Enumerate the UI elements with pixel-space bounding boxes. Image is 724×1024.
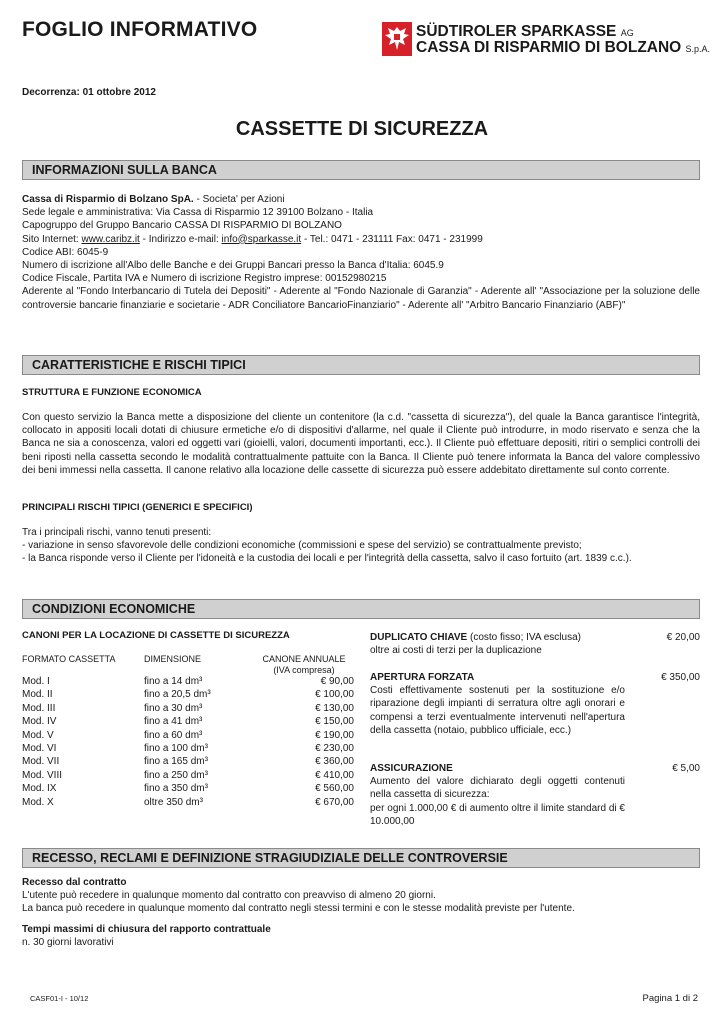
email-link[interactable]: info@sparkasse.it	[221, 233, 302, 245]
fee-cell-formato: Mod. I	[22, 676, 50, 687]
duplicate-key-item: DUPLICATO CHIAVE (costo fisso; IVA esclusa) oltre ai costi di terzi per la duplicazione € 20,00	[370, 632, 700, 657]
logo-line-2: CASSA DI RISPARMIO DI BOLZANO S.p.A.	[416, 39, 711, 56]
risk-item: - variazione in senso sfavorevole delle condizioni economiche (commissioni e spese del servizio) se contrattualmente previsto;	[22, 540, 582, 552]
fee-cell-canone: € 360,00	[315, 756, 354, 768]
fee-row	[22, 743, 354, 756]
fee-cell-canone: € 410,00	[315, 769, 354, 781]
fee-cell-canone: € 670,00	[315, 796, 354, 808]
fees-table-heading: CANONI PER LA LOCAZIONE DI CASSETTE DI SICUREZZA	[22, 630, 290, 641]
fee-row	[22, 676, 354, 689]
fee-row	[22, 689, 354, 702]
insurance-item: ASSICURAZIONE Aumento del valore dichiarato degli oggetti contenuti nella cassetta di sicurezza: per ogni 1.000,00 € di aumento oltre il limite standard di € 10.000,00 € 5,00	[370, 763, 700, 827]
fee-cell-canone: € 230,00	[315, 742, 354, 754]
fee-row	[22, 770, 354, 783]
fee-cell-formato: Mod. III	[22, 702, 56, 714]
fee-cell-formato: Mod. V	[22, 729, 54, 741]
website-link[interactable]: www.caribz.it	[81, 233, 140, 245]
fee-cell-canone: € 560,00	[315, 783, 354, 795]
fee-cell-dimensione: fino a 165 dm³	[144, 756, 208, 768]
logo-line-1: SÜDTIROLER SPARKASSE AG	[416, 23, 634, 40]
main-title: CASSETTE DI SICUREZZA	[235, 118, 489, 140]
forced-opening-item: APERTURA FORZATA Costi effettivamente sostenuti per la sostituzione e/o riparazione degli impianti di serratura oltre agli onorari e compensi a terzi eventualmente intervenuti nell'apertura della cassetta (notaio, pubblico ufficiale, ecc.) € 350,00	[370, 672, 700, 736]
section-withdrawal: RECESSO, RECLAMI E DEFINIZIONE STRAGIUDIZIALE DELLE CONTROVERSIE	[22, 848, 700, 868]
fee-cell-dimensione: fino a 14 dm³	[144, 676, 203, 687]
eagle-shield-icon	[382, 22, 412, 56]
document-title: FOGLIO INFORMATIVO	[22, 18, 258, 41]
principal-risks-heading: PRINCIPALI RISCHI TIPICI (GENERICI E SPECIFICI)	[22, 502, 253, 513]
section-risks: CARATTERISTICHE E RISCHI TIPICI	[22, 355, 700, 375]
structure-text: Con questo servizio la Banca mette a disposizione del cliente un contenitore (la c.d. "cassetta di sicurezza"), del quale la Banca garantisce l'integrità, collocato in appositi locali dotati di chiusure ermetiche e/o di dispositivi d'allarme, nel quale il Cliente può introdurre, in modo riservato e senza che la Banca ne sia a conoscenza, valori ed oggetti vari (gioielli, valori, documenti importanti, ecc.). Il Cliente può effettuare depositi, ritiri o semplici controlli dei beni riposti nella cassetta secondo le modalità contrattualmente pattuite con la Banca. Il Cliente può tenere informata la Banca del valore complessivo dei beni immessi nella cassetta. Il canone relativo alla locazione delle cassette di sicurezza può essere addebitato direttamente sul conto corrente.	[22, 412, 700, 476]
fee-cell-formato: Mod. VI	[22, 742, 57, 754]
fee-cell-formato: Mod. X	[22, 796, 54, 808]
fee-cell-canone: € 130,00	[315, 702, 354, 714]
fee-row	[22, 730, 354, 743]
fee-cell-formato: Mod. VIII	[22, 769, 63, 781]
risk-item: - la Banca risponde verso il Cliente per l'idoneità e la custodia dei locali e per l'integrità della cassetta, salvo il caso fortuito (art. 1839 c.c.).	[22, 553, 632, 565]
risks-list: Tra i principali rischi, vanno tenuti presenti: - variazione in senso sfavorevole delle condizioni economiche (commissioni e spese del servizio) se contrattualmente previsto; - la Banca risponde verso il Cliente per l'idoneità e la custodia dei locali e per l'integrità della cassetta, salvo il caso fortuito (art. 1839 c.c.).	[22, 526, 700, 566]
fee-cell-dimensione: fino a 100 dm³	[144, 742, 208, 754]
fee-cell-canone: € 190,00	[315, 729, 354, 741]
fee-cell-formato: Mod. IX	[22, 783, 57, 795]
structure-heading: STRUTTURA E FUNZIONE ECONOMICA	[22, 387, 202, 398]
bank-logo	[382, 22, 712, 58]
fees-table-header: FORMATO CASSETTA DIMENSIONE CANONE ANNUALE (IVA compresa)	[22, 654, 346, 675]
fee-cell-canone: € 100,00	[315, 689, 354, 701]
fee-cell-dimensione: fino a 41 dm³	[144, 716, 203, 728]
fee-cell-dimensione: fino a 30 dm³	[144, 702, 203, 714]
fee-cell-canone: € 90,00	[320, 676, 354, 687]
section-conditions: CONDIZIONI ECONOMICHE	[22, 599, 700, 619]
fee-row	[22, 716, 354, 729]
fee-cell-dimensione: fino a 250 dm³	[144, 769, 208, 781]
fee-cell-dimensione: fino a 350 dm³	[144, 783, 208, 795]
fee-row	[22, 797, 354, 810]
fee-cell-dimensione: oltre 350 dm³	[144, 796, 203, 808]
page-number: Pagina 1 di 2	[642, 993, 698, 1004]
fee-cell-dimensione: fino a 20,5 dm³	[144, 689, 211, 701]
effective-date: Decorrenza: 01 ottobre 2012	[22, 87, 156, 98]
fee-cell-formato: Mod. II	[22, 689, 53, 701]
fee-cell-formato: Mod. IV	[22, 716, 57, 728]
section-bank-info: INFORMAZIONI SULLA BANCA	[22, 160, 700, 180]
fee-cell-canone: € 150,00	[315, 716, 354, 728]
withdrawal-block: Recesso dal contratto L'utente può recedere in qualunque momento dal contratto con preavviso di almeno 20 giorni. La banca può recedere in qualunque momento dal contratto negli stessi termini e con le stesse modalità previste per l'utente. Tempi massimi di chiusura del rapporto contrattuale n. 30 giorni lavorativi	[22, 877, 575, 948]
document-code: CASF01-I - 10/12	[30, 994, 89, 1003]
bank-info-block: Cassa di Risparmio di Bolzano SpA. - Societa' per Azioni Sede legale e amministrativa: Via Cassa di Risparmio 12 39100 Bolzano - Italia Capogruppo del Gruppo Bancario CASSA DI RISPARMIO DI BOLZANO Sito Internet: www.caribz.it - Indirizzo e-mail: info@sparkasse.it - Tel.: 0471 - 231111 Fax: 0471 - 231999 Codice ABI: 6045-9 Numero di iscrizione all'Albo delle Banche e dei Gruppi Bancari presso la Banca d'Italia: 6045.9 Codice Fiscale, Partita IVA e Numero di iscrizione Registro imprese: 00152980215 Aderente al "Fondo Interbancario di Tutela dei Depositi" - Aderente al "Fondo Nazionale di Garanzia" - Aderente all' "Associazione per la soluzione delle controversie bancarie finanziarie e societarie - ADR Conciliatore BancarioFinanziario" - Aderente all' "Arbitro Bancario Finanziario (ABF)"	[22, 194, 700, 311]
fee-cell-formato: Mod. VII	[22, 756, 60, 768]
fee-row	[22, 703, 354, 716]
fees-table	[22, 654, 354, 810]
fee-row	[22, 756, 354, 769]
fee-cell-dimensione: fino a 60 dm³	[144, 729, 203, 741]
fee-row	[22, 783, 354, 796]
